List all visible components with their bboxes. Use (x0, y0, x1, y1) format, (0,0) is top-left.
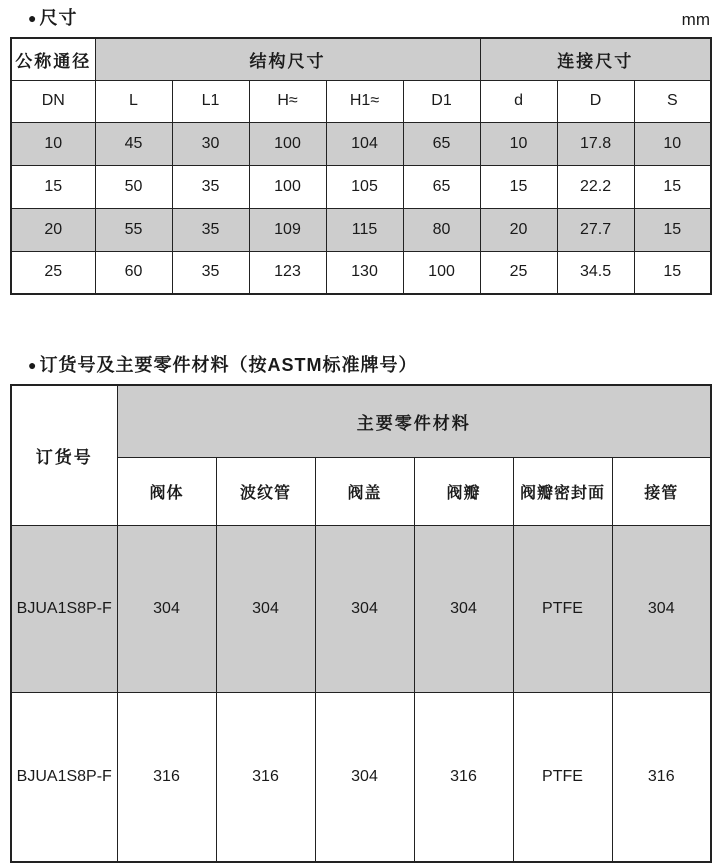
table-cell: 50 (95, 165, 172, 208)
table-row-dn15 (11, 165, 711, 208)
table-cell: PTFE (513, 692, 612, 862)
header-cell-main-parts-materials: 主要零件材料 (117, 385, 711, 457)
table-cell: 27.7 (557, 208, 634, 251)
table-cell: 100 (403, 251, 480, 294)
table-cell: 304 (315, 692, 414, 862)
table-cell: 15 (634, 208, 711, 251)
dimensions-section-title (28, 4, 77, 30)
dimensions-table (10, 37, 712, 295)
dimensions-section-header (10, 4, 710, 30)
table-cell: 10 (11, 122, 95, 165)
table-cell: 104 (326, 122, 403, 165)
order-number-cell: BJUA1S8P-F (11, 525, 117, 692)
table-cell: 80 (403, 208, 480, 251)
header-cell-connecting-pipe: 接管 (612, 457, 711, 525)
table-cell: 304 (315, 525, 414, 692)
table-cell: 25 (11, 251, 95, 294)
header-cell-bellows: 波纹管 (216, 457, 315, 525)
table-cell: 15 (634, 165, 711, 208)
table-cell: 15 (480, 165, 557, 208)
header-cell-disc: 阀瓣 (414, 457, 513, 525)
table-row-dn20 (11, 208, 711, 251)
table-cell: 30 (172, 122, 249, 165)
header-cell-d1: D1 (403, 80, 480, 122)
header-cell-l1: L1 (172, 80, 249, 122)
header-cell-order-number: 订货号 (11, 385, 117, 525)
table-cell: 34.5 (557, 251, 634, 294)
table-cell: PTFE (513, 525, 612, 692)
table-cell: 15 (634, 251, 711, 294)
header-cell-nominal-diameter: 公称通径 (11, 38, 95, 80)
header-cell-bonnet: 阀盖 (315, 457, 414, 525)
table-cell: 45 (95, 122, 172, 165)
table-cell: 304 (414, 525, 513, 692)
table-row-dn25 (11, 251, 711, 294)
bullet-icon: ● (28, 10, 38, 26)
header-cell-l: L (95, 80, 172, 122)
order-number-cell: BJUA1S8P-F (11, 692, 117, 862)
materials-header-row-group (11, 385, 711, 457)
table-cell: 105 (326, 165, 403, 208)
table-cell: 35 (172, 165, 249, 208)
header-cell-valve-body: 阀体 (117, 457, 216, 525)
table-cell: 304 (612, 525, 711, 692)
table-cell: 304 (117, 525, 216, 692)
unit-label: mm (681, 10, 710, 29)
table-cell: 20 (480, 208, 557, 251)
table-cell: 123 (249, 251, 326, 294)
table-cell: 55 (95, 208, 172, 251)
table-cell: 316 (117, 692, 216, 862)
table-cell: 316 (612, 692, 711, 862)
materials-title-text: 订货号及主要零件材料（按ASTM标准牌号） (39, 355, 418, 375)
header-cell-connection-dimensions: 连接尺寸 (480, 38, 711, 80)
materials-section-header (10, 351, 710, 377)
materials-section-title (28, 351, 417, 377)
table-row-order-1 (11, 525, 711, 692)
table-cell: 15 (11, 165, 95, 208)
header-cell-d-cap: D (557, 80, 634, 122)
table-cell: 35 (172, 208, 249, 251)
table-cell: 35 (172, 251, 249, 294)
table-cell: 109 (249, 208, 326, 251)
dimensions-header-row-symbols (11, 80, 711, 122)
header-cell-structural-dimensions: 结构尺寸 (95, 38, 480, 80)
table-cell: 10 (480, 122, 557, 165)
dimensions-header-row-groups (11, 38, 711, 80)
table-cell: 130 (326, 251, 403, 294)
table-row-dn10 (11, 122, 711, 165)
table-cell: 22.2 (557, 165, 634, 208)
header-cell-disc-sealing-face: 阀瓣密封面 (513, 457, 612, 525)
table-cell: 17.8 (557, 122, 634, 165)
table-cell: 60 (95, 251, 172, 294)
table-cell: 65 (403, 165, 480, 208)
materials-table (10, 384, 712, 863)
table-row-order-2 (11, 692, 711, 862)
table-cell: 316 (414, 692, 513, 862)
table-cell: 304 (216, 525, 315, 692)
table-cell: 100 (249, 122, 326, 165)
header-cell-d-small: d (480, 80, 557, 122)
table-cell: 100 (249, 165, 326, 208)
table-cell: 65 (403, 122, 480, 165)
table-cell: 25 (480, 251, 557, 294)
table-cell: 10 (634, 122, 711, 165)
table-cell: 20 (11, 208, 95, 251)
header-cell-h: H≈ (249, 80, 326, 122)
table-cell: 316 (216, 692, 315, 862)
header-cell-dn: DN (11, 80, 95, 122)
table-cell: 115 (326, 208, 403, 251)
header-cell-h1: H1≈ (326, 80, 403, 122)
bullet-icon: ● (28, 357, 38, 373)
dimensions-title-text: 尺寸 (39, 8, 78, 28)
header-cell-s: S (634, 80, 711, 122)
